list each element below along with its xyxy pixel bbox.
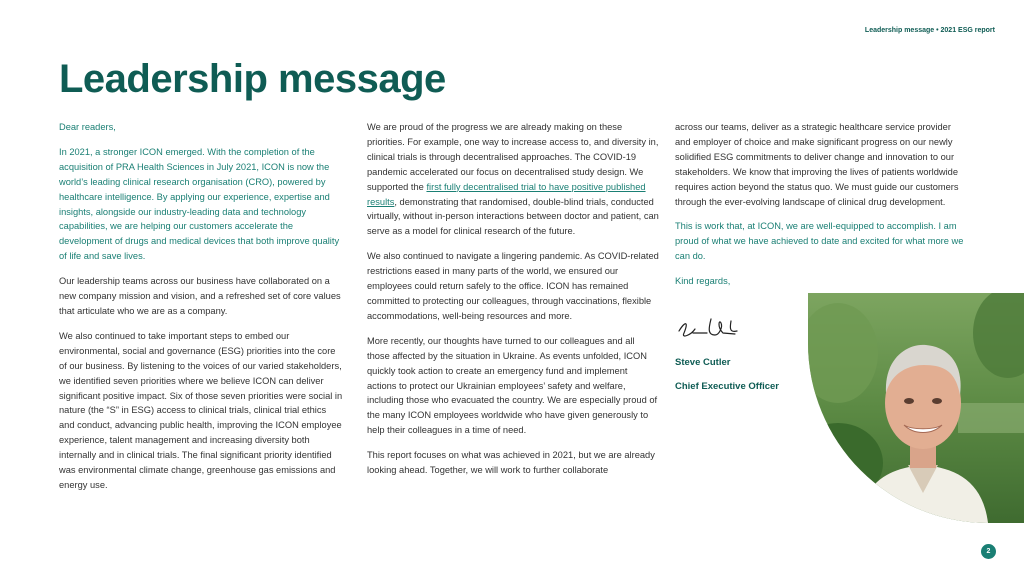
paragraph-progress-b: , demonstrating that randomised, double-blind trials, conducted virtually, without in-person interactions between doctor and patient, can serve as a model for clinical research of the future. bbox=[367, 196, 659, 237]
page-title: Leadership message bbox=[59, 57, 446, 101]
paragraph-mission: Our leadership teams across our business have collaborated on a new company mission and vision, and a refreshed set of core values that articulate who we are as a company. bbox=[59, 276, 341, 316]
paragraph-collaboration: across our teams, deliver as a strategic healthcare service provider and employer of choice and make significant progress on our newly solidified ESG commitments to deliver change and innovation to our stakeholders. We know that improving the lives of patients worldwide requires action beyond the status quo. We must guide our customers through the ever-evolving landscape of clinical drug development. bbox=[675, 122, 959, 207]
paragraph-pandemic: We also continued to navigate a lingering pandemic. As COVID-related restrictions eased in many parts of the world, we ensured our employees could return safely to the office. ICON has remained committed to protecting our colleagues, through vaccinations, flexible accommodations, well-being resources and more. bbox=[367, 251, 659, 321]
column-1 bbox=[59, 120, 344, 503]
decentralised-trial-link[interactable]: first fully decentralised trial to have positive published results bbox=[367, 181, 646, 207]
intro-paragraph: In 2021, a stronger ICON emerged. With the completion of the acquisition of PRA Health Sciences in July 2021, ICON is now the world’s leading clinical research organisation (CRO), powered by healthcare intelligence. By applying our experience, expertise and insights, alongside our industry-leading data and technology capabilities, we are helping our customers accelerate the development of drugs and medical devices that both improve quality of life and save lives. bbox=[59, 146, 340, 262]
signatory-title: Chief Executive Officer bbox=[675, 380, 780, 392]
paragraph-progress-a: We are proud of the progress we are already making on these priorities. For example, one way to increase access to, and diversity in, clinical trials is through decentralised approaches. The COVID-19 pandemic accelerated our focus on decentralised study design. We supported the bbox=[367, 122, 659, 192]
ceo-portrait bbox=[808, 293, 1024, 523]
paragraph-progress bbox=[367, 120, 659, 239]
paragraph-closing-statement: This is work that, at ICON, we are well-equipped to accomplish. I am proud of what we have achieved to date and excited for what more we can do. bbox=[675, 221, 964, 262]
greeting: Dear readers, bbox=[59, 122, 116, 132]
page-number-badge: 2 bbox=[981, 544, 996, 559]
signatory-name: Steve Cutler bbox=[675, 356, 731, 368]
paragraph-report-focus: This report focuses on what was achieved in 2021, but we are already looking ahead. Together, we will work to further collaborate bbox=[367, 450, 655, 476]
paragraph-esg-priorities: We also continued to take important steps to embed our environmental, social and governance (ESG) priorities into the core of our business. By listening to the voices of our varied stakeholders, we identified seven priorities where we believe ICON can deliver significant positive impact. Six of those seven priorities were social in nature (the “S” in ESG) access to clinical trials, clinical trial ethics and conduct, advancing public health, improving the ICON employee experience, talent management and increasing diversity both internally and in clinical trials. The final significant priority identified was environmental climate change, greenhouse gas emissions and energy use. bbox=[59, 330, 343, 490]
closing-salutation: Kind regards, bbox=[675, 276, 731, 287]
paragraph-ukraine: More recently, our thoughts have turned to our colleagues and all those affected by the situation in Ukraine. As events unfolded, ICON quickly took action to create an emergency fund and implement actions to protect our Ukrainian employees’ safety and welfare, including those who evacuated the country. We are especially proud of the many ICON employees worldwide who have given generously to help their colleagues in a time of need. bbox=[367, 335, 658, 436]
column-2 bbox=[367, 120, 659, 488]
signature-icon bbox=[675, 313, 750, 343]
report-header-meta: Leadership message • 2021 ESG report bbox=[864, 27, 995, 34]
